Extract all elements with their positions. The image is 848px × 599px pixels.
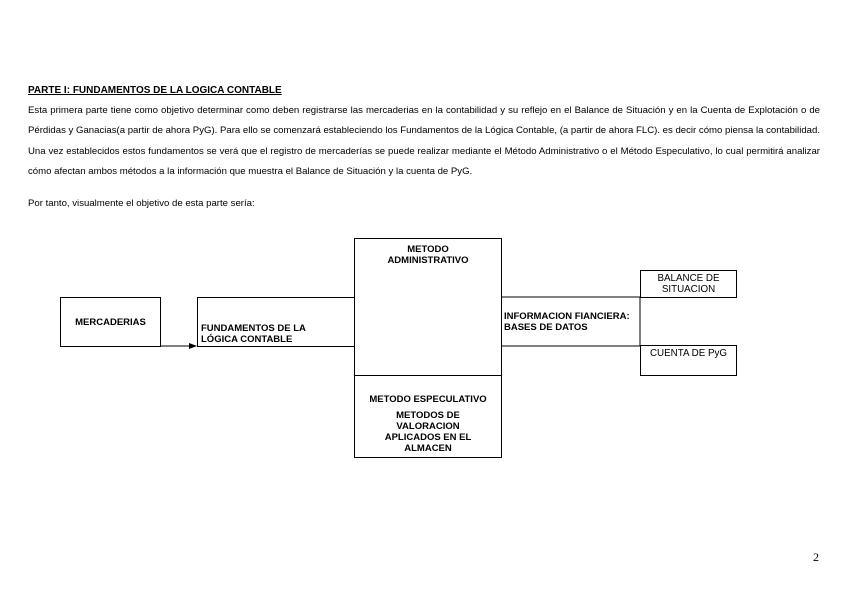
informacion-label: INFORMACION FIANCIERA: BASES DE DATOS (504, 311, 630, 333)
intro-line: Por tanto, visualmente el objetivo de esta parte sería: (28, 198, 255, 209)
metodo-especulativo-label: METODO ESPECULATIVO (369, 394, 487, 405)
cuenta-pyg-box (640, 345, 737, 376)
mercaderias-label: MERCADERIAS (75, 316, 146, 328)
metodos-valoracion-label: METODOS DE VALORACION APLICADOS EN EL ALMACEN (384, 410, 472, 454)
central-box (354, 270, 502, 376)
mercaderias-box (60, 297, 161, 347)
cuenta-pyg-label: CUENTA DE PyG (649, 348, 728, 359)
balance-box (640, 270, 737, 298)
fundamentos-label: FUNDAMENTOS DE LA LÓGICA CONTABLE (201, 323, 306, 345)
section-heading: PARTE I: FUNDAMENTOS DE LA LOGICA CONTABLE (28, 85, 282, 96)
metodo-especulativo-box (354, 375, 502, 408)
balance-label: BALANCE DE SITUACION (657, 273, 720, 295)
metodos-valoracion-box (354, 407, 502, 458)
page-number: 2 (813, 550, 819, 564)
informacion-box (501, 297, 641, 347)
metodo-administrativo-box (354, 238, 502, 271)
metodo-administrativo-label: METODO ADMINISTRATIVO (387, 243, 469, 266)
fundamentos-box (197, 297, 355, 347)
body-paragraph: Esta primera parte tiene como objetivo determinar como deben registrarse las mercaderias en la contabilidad y su reflejo en el Balance de Situación y en la Cuenta de Explotación o de Pérdidas y Ganacias(a partir de ahora PyG). Para ello se comenzará estableciendo los Fundamentos de la Lógica Contable, (a partir de ahora FLC). es decir cómo piensa la contabilidad. Una vez establecidos estos fundamentos se verá que el registro de mercaderías se puede realizar mediante el Método Administrativo o el Método Especulativo, lo cual permitirá analizar cómo afectan ambos métodos a la información que muestra el Balance de Situación y la cuenta de PyG. (28, 105, 820, 178)
